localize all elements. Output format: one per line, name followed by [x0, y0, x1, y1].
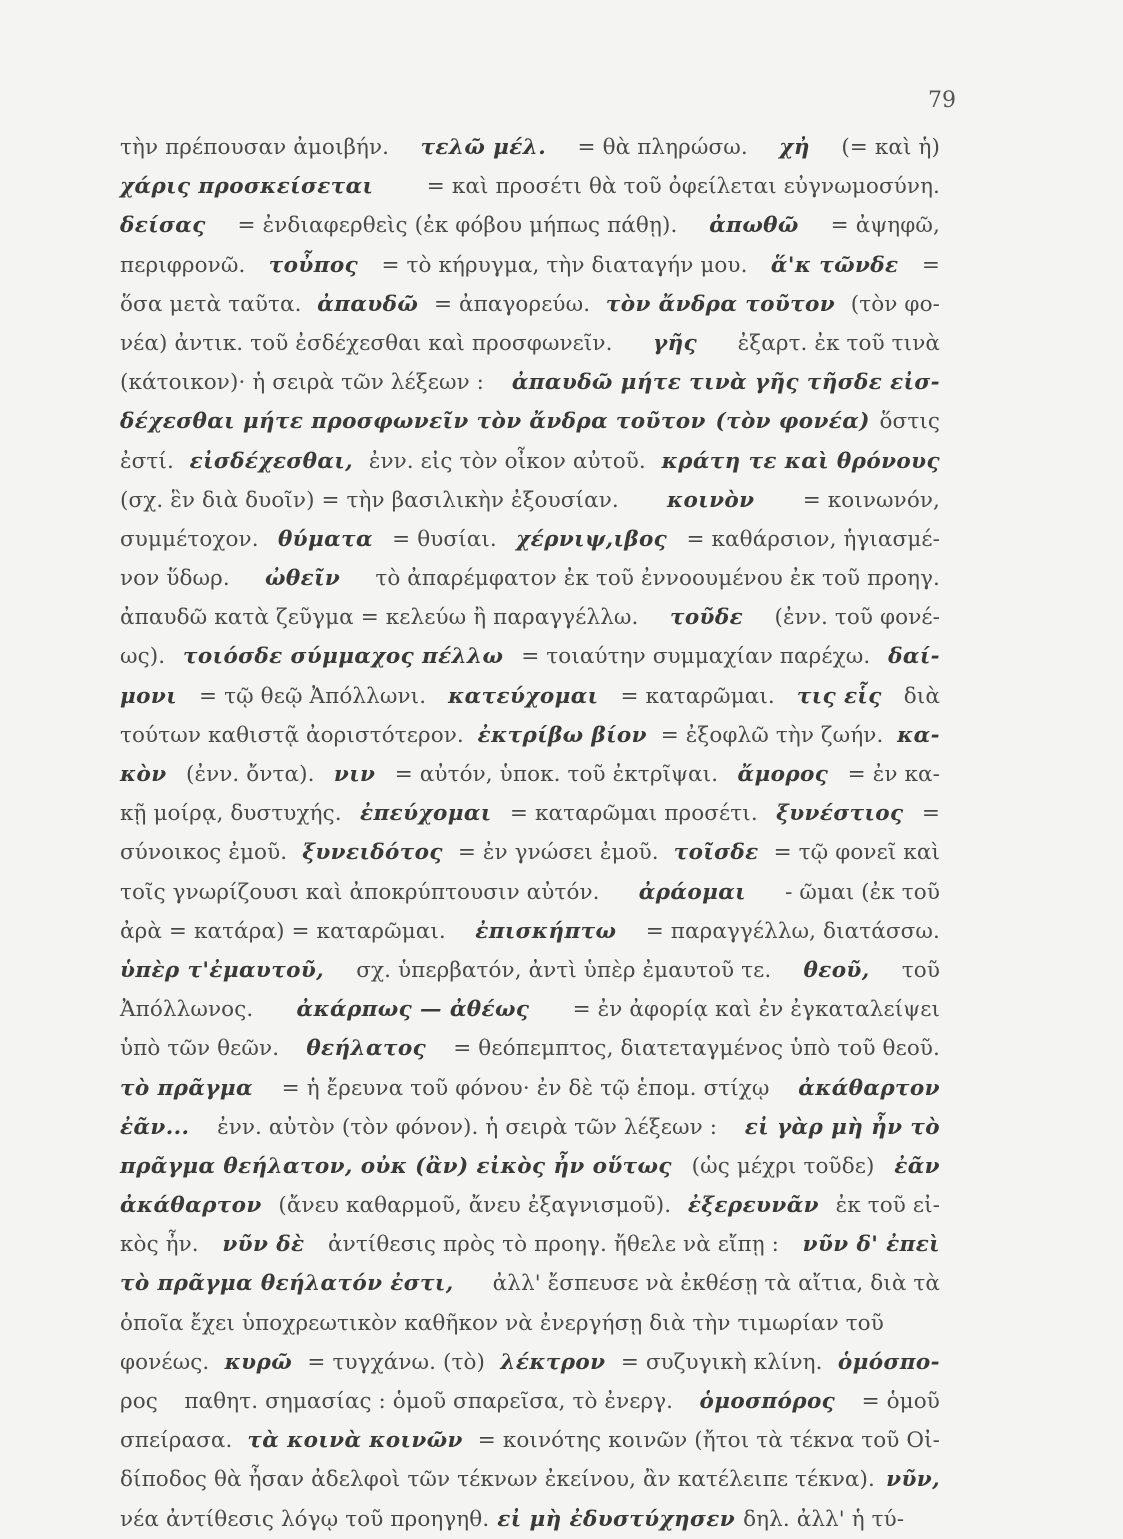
gloss-text: = καθάρσιον, ἡγιασμέ- [686, 526, 940, 552]
text-line [120, 1186, 940, 1225]
gloss-text: ἐκ τοῦ εἰ- [835, 1193, 940, 1219]
gloss-text: = συζυγικὴ κλίνη. [620, 1349, 823, 1375]
text-line [120, 912, 940, 951]
gloss-text: σύνοικος ἐμοῦ. [120, 840, 288, 866]
lemma-term: γῆς [653, 330, 698, 356]
lemma-term: τις εἷς [796, 683, 882, 709]
gloss-text: διὰ [903, 683, 940, 709]
gloss-text: σπείρασα. [120, 1428, 233, 1454]
text-line [120, 1264, 940, 1303]
text-line [120, 794, 940, 833]
gloss-text: (τὸν φο- [850, 291, 940, 317]
gloss-text: συμμέτοχον. [120, 526, 259, 552]
lemma-term: λέκτρον [500, 1349, 606, 1375]
text-line [120, 324, 940, 363]
lemma-term: ἀκάρπως — ἀθέως [296, 997, 530, 1023]
gloss-text: νέα) ἀντικ. τοῦ ἐσδέχεσθαι καὶ προσφωνεῖν. [120, 330, 613, 356]
lemma-term: ἐκτρίβω βίον [477, 722, 647, 748]
text-line [120, 1304, 940, 1343]
lemma-term: ἅ'κ τῶνδε [770, 252, 899, 278]
gloss-text: = αὐτόν, ὑποκ. τοῦ ἐκτρῖψαι. [394, 762, 719, 787]
lemma-term: νιν [333, 762, 376, 787]
gloss-text: ἐστί. [120, 448, 174, 474]
gloss-text: τοῖς γνωρίζουσι καὶ ἀποκρύπτουσιν αὐτόν. [120, 879, 600, 905]
lemma-term: δέχεσθαι μήτε προσφωνεῖν τὸν ἄνδρα τοῦτον [120, 409, 706, 435]
lemma-term: ἐπισκήπτω [475, 918, 617, 944]
lemma-term: ἀκάθαρτον [120, 1193, 262, 1219]
lemma-term: χέρνιψ,ιβος [516, 526, 668, 552]
gloss-text: = θεόπεμπτος, διατεταγμένος ὑπὸ τοῦ θεοῦ. [453, 1036, 940, 1062]
commentary-text [120, 128, 940, 1539]
lemma-term: ἀπαυδῶ μήτε τινὰ γῆς τῆσδε εἰσ- [511, 370, 940, 396]
lemma-term: ἄμορος [737, 762, 829, 787]
gloss-text: κὸς ἦν. [120, 1232, 199, 1258]
text-line [120, 951, 940, 990]
gloss-text: τὸ ἀπαρέμφατον ἐκ τοῦ ἐννοουμένου ἐκ τοῦ προηγ. [375, 566, 940, 592]
text-line [120, 520, 940, 559]
text-line [120, 1343, 940, 1382]
gloss-text: ἀρὰ = κατάρα) = καταρῶμαι. [120, 918, 446, 944]
text-line [120, 637, 940, 676]
gloss-text: ρος [120, 1389, 158, 1414]
gloss-text: = θυσίαι. [392, 526, 497, 552]
gloss-text: = καταρῶμαι προσέτι. [509, 801, 758, 827]
gloss-text: = ἀπαγορεύω. [433, 291, 591, 317]
gloss-text: = [921, 252, 940, 278]
lemma-term: θεήλατος [306, 1036, 427, 1062]
text-line [120, 1029, 940, 1068]
gloss-text: (ὡς μέχρι τοῦδε) [691, 1153, 875, 1179]
gloss-text: ὅστις [879, 409, 940, 435]
gloss-text: = τὸ κήρυγμα, τὴν διαταγήν μου. [381, 252, 748, 278]
lemma-term: τὸ πρᾶγμα θεήλατόν ἐστι, [120, 1271, 454, 1297]
text-line [120, 1147, 940, 1186]
lemma-term: ἐᾶν [894, 1153, 940, 1179]
text-line [120, 1500, 940, 1539]
gloss-text: παθητ. σημασίας : ὁμοῦ σπαρεῖσα, τὸ ἐνεργ. [184, 1389, 674, 1414]
gloss-text: Ἀπόλλωνος. [120, 997, 254, 1023]
text-line [120, 1382, 940, 1421]
gloss-text: = ἐνδιαφερθεὶς (ἐκ φόβου μήπως πάθῃ). [237, 213, 678, 239]
gloss-text: = ἐν ἀφορίᾳ καὶ ἐν ἐγκαταλείψει [572, 997, 940, 1023]
gloss-text: = θὰ πληρώσω. [577, 135, 748, 160]
lemma-term: ὠθεῖν [264, 566, 341, 592]
gloss-text: τὴν πρέπουσαν ἀμοιβήν. [120, 135, 390, 160]
lemma-term: τελῶ μέλ. [420, 135, 547, 160]
gloss-text: ὁποῖα ἔχει ὑποχρεωτικὸν καθῆκον νὰ ἐνεργήσῃ διὰ τὴν τιμωρίαν τοῦ [120, 1310, 884, 1336]
lemma-term: ξυνειδότος [302, 840, 443, 866]
lemma-term: τοιόσδε σύμμαχος πέλλω [183, 644, 504, 670]
gloss-text: - ῶμαι (ἐκ τοῦ [785, 879, 940, 905]
text-line [120, 598, 940, 637]
text-line [120, 990, 940, 1029]
lemma-term: τοὖπος [268, 252, 359, 278]
text-line [120, 285, 940, 324]
gloss-text: ὅσα μετὰ ταῦτα. [120, 291, 302, 317]
gloss-text: = τυγχάνω. (τὸ) [307, 1349, 486, 1375]
gloss-text: ἐνν. αὐτὸν (τὸν φόνον). ἡ σειρὰ τῶν λέξεων : [217, 1114, 718, 1140]
lemma-term: μονι [120, 683, 177, 709]
lemma-term: ἀπαυδῶ [317, 291, 419, 317]
lemma-term: νῦν δ' ἐπεὶ [802, 1232, 940, 1258]
gloss-text: ἀπαυδῶ κατὰ ζεῦγμα = κελεύω ἢ παραγγέλλω. [120, 605, 639, 631]
lemma-term: εἰ μὴ ἐδυστύχησεν [497, 1506, 736, 1532]
lemma-term: τὸν ἄνδρα τοῦτον [605, 291, 836, 317]
gloss-text: ὑπὸ τῶν θεῶν. [120, 1036, 280, 1062]
text-line [120, 559, 940, 598]
text-line [120, 716, 940, 755]
gloss-text: (ἄνευ καθαρμοῦ, ἄνευ ἐξαγνισμοῦ). [278, 1193, 672, 1219]
gloss-text: (σχ. ἓν διὰ δυοῖν) = τὴν βασιλικὴν ἐξουσίαν. [120, 487, 619, 513]
lemma-term: ἐᾶν... [120, 1114, 190, 1140]
lemma-term: πρᾶγμα θεήλατον, οὐκ (ἂν) εἰκὸς ἦν οὕτως [120, 1153, 672, 1179]
page-number: 79 [928, 88, 956, 113]
text-line [120, 442, 940, 481]
gloss-text: = τοιαύτην συμμαχίαν παρέχω. [521, 644, 871, 670]
text-line [120, 1225, 940, 1264]
lemma-term: ἀπωθῶ [709, 213, 799, 239]
gloss-text: = κοινωνόν, [802, 487, 940, 513]
gloss-text: σχ. ὑπερβατόν, ἀντὶ ὑπὲρ ἐμαυτοῦ τε. [356, 957, 772, 983]
lemma-term: τὰ κοινὰ κοινῶν [247, 1428, 463, 1454]
gloss-text: ἐξαρτ. ἐκ τοῦ τινὰ [737, 330, 940, 356]
gloss-text: = ἀψηφῶ, [830, 213, 940, 239]
gloss-text: φονέως. [120, 1349, 210, 1375]
lemma-term: ξυνέστιος [776, 801, 904, 827]
lemma-term: τοῦδε [669, 605, 744, 631]
gloss-text: δηλ. ἀλλ' ἡ τύ- [743, 1506, 905, 1532]
lemma-term: ἀράομαι [638, 879, 746, 905]
gloss-text: = παραγγέλλω, διατάσσω. [645, 918, 940, 944]
lemma-term: ἐπεύχομαι [360, 801, 492, 827]
lemma-term: χάρις προσκείσεται [120, 174, 374, 200]
gloss-text: ἐνν. εἰς τὸν οἶκον αὐτοῦ. [368, 448, 646, 474]
text-line [120, 167, 940, 206]
lemma-term: κοινὸν [667, 487, 755, 513]
text-line [120, 677, 940, 716]
lemma-term: ὁμόσπο- [837, 1349, 940, 1375]
text-line [120, 873, 940, 912]
lemma-term: τὸ πρᾶγμα [120, 1075, 253, 1101]
gloss-text: = ὁμοῦ [861, 1389, 940, 1414]
gloss-text: νον ὕδωρ. [120, 566, 230, 592]
text-line [120, 1108, 940, 1147]
text-line [120, 833, 940, 872]
gloss-text: ως). [120, 644, 166, 670]
gloss-text: = καὶ προσέτι θὰ τοῦ ὀφείλεται εὐγνωμοσύνη. [426, 174, 940, 200]
gloss-text: περιφρονῶ. [120, 252, 246, 278]
text-line [120, 128, 940, 167]
gloss-text: κῇ μοίρᾳ, δυστυχής. [120, 801, 342, 827]
lemma-term: ὁμοσπόρος [699, 1389, 836, 1414]
text-line [120, 246, 940, 285]
gloss-text: ἀλλ' ἔσπευσε νὰ ἐκθέσῃ τὰ αἴτια, διὰ τὰ [492, 1271, 940, 1297]
gloss-text: = κοινότης κοινῶν (ἤτοι τὰ τέκνα τοῦ Οἰ- [477, 1428, 940, 1454]
text-line [120, 755, 940, 794]
lemma-term: κὸν [120, 762, 167, 787]
gloss-text: (ἐνν. ὄντα). [185, 762, 315, 787]
gloss-text: τούτων καθιστᾷ ἀοριστότερον. [120, 722, 464, 748]
lemma-term: νῦν δὲ [222, 1232, 305, 1258]
gloss-text: ἀντίθεσις πρὸς τὸ προηγ. ἤθελε νὰ εἴπῃ : [328, 1232, 780, 1258]
gloss-text: = ἐν γνώσει ἐμοῦ. [457, 840, 659, 866]
lemma-term: ὑπὲρ τ'ἐμαυτοῦ, [120, 957, 325, 983]
gloss-text: = τῷ φονεῖ καὶ [773, 840, 940, 866]
lemma-term: χἠ [779, 135, 810, 160]
lemma-term: θύματα [277, 526, 373, 552]
gloss-text: = ἐν κα- [847, 762, 940, 787]
lemma-term: (τὸν φονέα) [715, 409, 870, 435]
text-line [120, 402, 940, 441]
lemma-term: ἀκάθαρτον [798, 1075, 940, 1101]
lemma-term: τοῖσδε [673, 840, 759, 866]
lemma-term: κατεύχομαι [448, 683, 599, 709]
lemma-term: εἰ γὰρ μὴ ἦν τὸ [744, 1114, 940, 1140]
lemma-term: εἰσδέχεσθαι, [189, 448, 354, 474]
gloss-text: νέα ἀντίθεσις λόγῳ τοῦ προηγηθ. [120, 1506, 490, 1532]
lemma-term: δαί- [888, 644, 940, 670]
gloss-text: (ἐνν. τοῦ φονέ- [774, 605, 940, 631]
gloss-text: δίποδος θὰ ἦσαν ἀδελφοὶ τῶν τέκνων ἐκείνου, ἂν κατέλειπε τέκνα). [120, 1467, 875, 1493]
gloss-text: = ἐξοφλῶ τὴν ζωήν. [660, 722, 884, 748]
text-line [120, 206, 940, 245]
lemma-term: κυρῶ [224, 1349, 293, 1375]
text-line [120, 1421, 940, 1460]
text-line [120, 1460, 940, 1499]
text-line [120, 363, 940, 402]
lemma-term: νῦν, [886, 1467, 940, 1493]
gloss-text: = ἡ ἔρευνα τοῦ φόνου· ἐν δὲ τῷ ἑπομ. στίχῳ [281, 1075, 770, 1101]
gloss-text: (= καὶ ἡ) [841, 135, 940, 160]
gloss-text: = τῷ θεῷ Ἀπόλλωνι. [199, 683, 427, 709]
gloss-text: τοῦ [901, 957, 940, 983]
text-line [120, 1069, 940, 1108]
lemma-term: δείσας [120, 213, 206, 239]
lemma-term: ἐξερευνᾶν [687, 1193, 819, 1219]
lemma-term: θεοῦ, [803, 957, 870, 983]
lemma-term: κα- [897, 722, 940, 748]
gloss-text: = [921, 801, 940, 827]
gloss-text: = καταρῶμαι. [620, 683, 775, 709]
gloss-text: (κάτοικον)· ἡ σειρὰ τῶν λέξεων : [120, 370, 485, 396]
text-line [120, 481, 940, 520]
lemma-term: κράτη τε καὶ θρόνους [661, 448, 940, 474]
